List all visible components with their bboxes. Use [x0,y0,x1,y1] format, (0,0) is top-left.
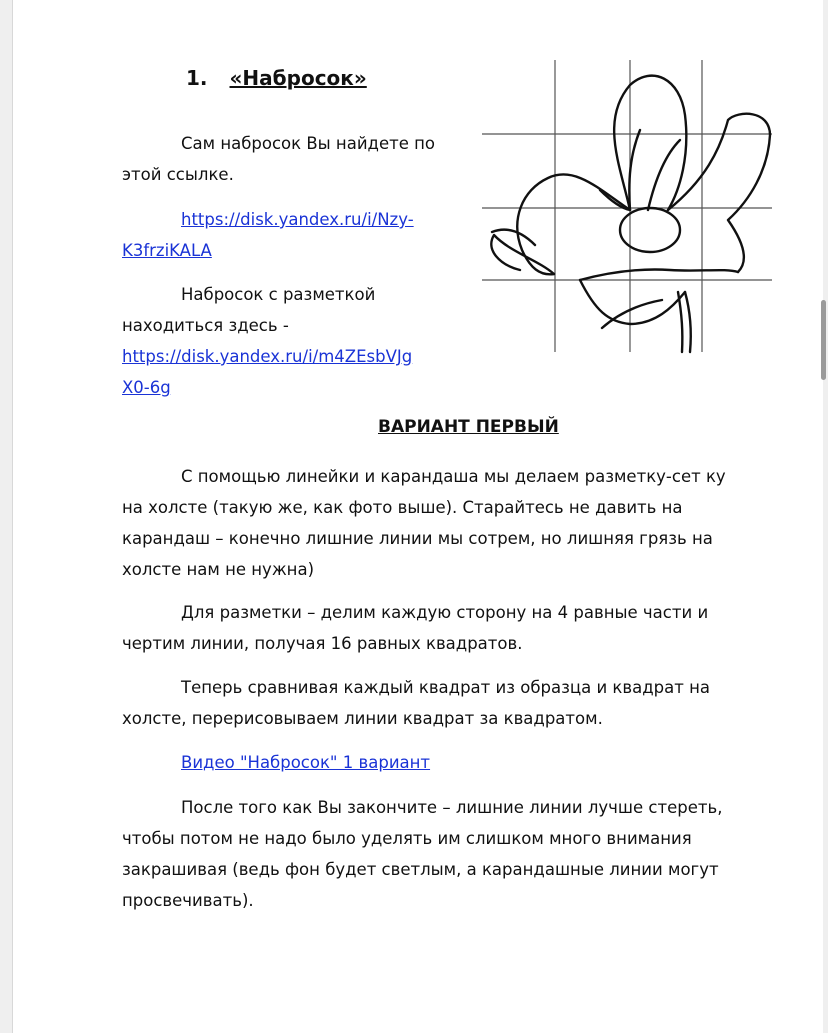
variant-heading: ВАРИАНТ ПЕРВЫЙ [378,417,559,437]
paragraph1-line-3: карандаш – конечно лишние линии мы сотрем, но лишняя грязь на [122,529,713,548]
paragraph1-line-4: холсте нам не нужна) [122,560,315,579]
paragraph1-line-2: на холсте (такую же, как фото выше). Старайтесь не давить на [122,498,683,517]
sketch-link-part-2[interactable]: K3frziKALA [122,241,212,260]
markup-link-part-1[interactable]: https://disk.yandex.ru/i/m4ZEsbVJg [122,347,413,366]
paragraph3-line-2: холсте, перерисовываем линии квадрат за квадратом. [122,709,603,728]
paragraph2-line-2: чертим линии, получая 16 равных квадратов. [122,634,523,653]
intro-line-2: этой ссылке. [122,165,234,184]
paragraph2-line-1: Для разметки – делим каждую сторону на 4 равные части и [181,603,709,622]
markup-line-1: Набросок с разметкой [181,285,376,304]
heading-title: «Набросок» [229,66,367,90]
flower-outline [491,76,770,352]
paragraph4-line-4: просвечивать). [122,891,254,910]
paragraph4-line-2: чтобы потом не надо было уделять им слишком много внимания [122,829,692,848]
heading-number: 1. [186,66,208,90]
grid-lines [482,60,772,352]
markup-line-2: находиться здесь - [122,316,289,335]
video-link[interactable]: Видео "Набросок" 1 вариант [181,753,431,772]
intro-line-1: Сам набросок Вы найдете по [181,134,436,153]
paragraph4-line-3: закрашивая (ведь фон будет светлым, а карандашные линии могут [122,860,719,879]
paragraph4-line-1: После того как Вы закончите – лишние линии лучше стереть, [181,798,723,817]
scrollbar-thumb[interactable] [821,300,826,380]
paragraph3-line-1: Теперь сравнивая каждый квадрат из образца и квадрат на [181,678,710,697]
flower-sketch-with-grid [480,60,780,360]
markup-link-part-2[interactable]: X0-6g [122,378,171,397]
sketch-link-part-1[interactable]: https://disk.yandex.ru/i/Nzy- [181,210,414,229]
section-heading [186,66,367,90]
paragraph1-line-1: С помощью линейки и карандаша мы делаем разметку-сет ку [181,467,726,486]
